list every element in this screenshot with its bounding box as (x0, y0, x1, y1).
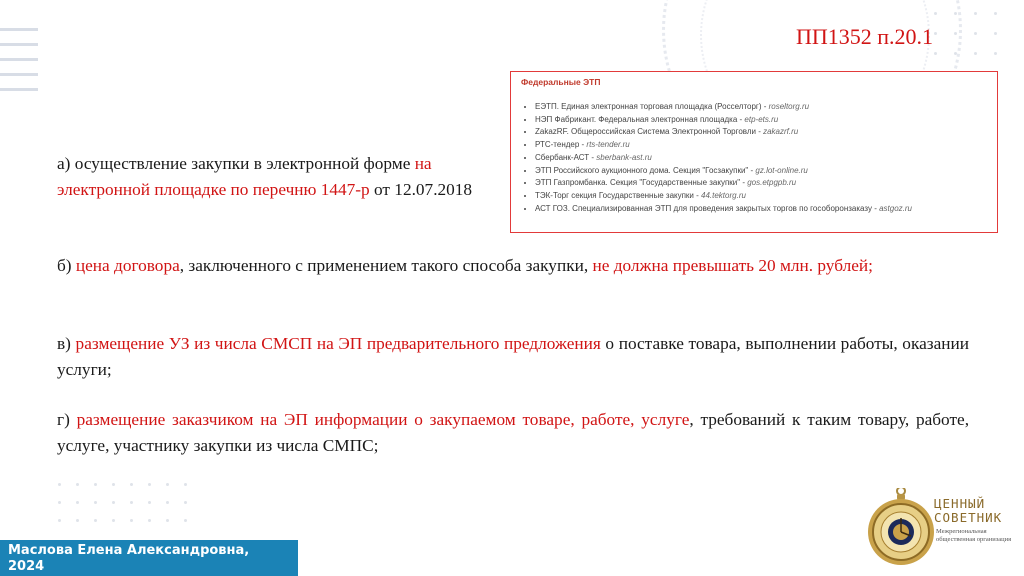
etp-list-item: • ZakazRF. Общероссийская Система Электронной Торговли - zakazrf.ru (535, 126, 987, 139)
etp-list-item: • ЕЭТП. Единая электронная торговая площадка (Росселторг) - roseltorg.ru (535, 101, 987, 114)
etp-url-link[interactable]: rts-tender.ru (586, 140, 630, 150)
etp-list-item: • ЭТП Российского аукционного дома. Секция "Госзакупки" - gz.lot-online.ru (535, 165, 987, 178)
author-footer (0, 540, 298, 576)
author-name: Маслова Елена Александровна, (8, 543, 250, 558)
reference-title: ПП1352 п.20.1 (796, 24, 934, 49)
etp-url-link[interactable]: 44.tektorg.ru (701, 190, 746, 200)
paragraph-b-highlight-limit: не должна превышать 20 млн. рублей; (592, 256, 873, 275)
etp-url-link[interactable]: gos.etpgpb.ru (747, 178, 797, 188)
etp-list-item: • НЭП Фабрикант. Федеральная электронная площадка - etp-ets.ru (535, 114, 987, 127)
logo-wordmark: ЦЕННЫЙ СОВЕТНИК (934, 496, 1003, 525)
etp-list-item: • АСТ ГОЗ. Специализированная ЭТП для проведения закрытых торгов по гособоронзаказу - astgoz.ru (535, 203, 987, 216)
etp-list-item: • РТС-тендер - rts-tender.ru (535, 139, 987, 152)
logo-subtitle: Межрегиональная общественная организация (936, 528, 1012, 543)
paragraph-g-highlight: размещение заказчиком на ЭП информации о закупаемом товаре, работе, услуге (76, 410, 690, 429)
etp-list-item: • Сбербанк-АСТ - sberbank-ast.ru (535, 152, 987, 165)
author-year: 2024 (8, 559, 45, 574)
paragraph-v-highlight: размещение УЗ из числа СМСП на ЭП предварительного предложения (75, 334, 601, 353)
etp-list-item: • ТЭК-Торг секция Государственные закупки - 44.tektorg.ru (535, 190, 987, 203)
decorative-lines (0, 28, 40, 103)
paragraph-g: г) размещение заказчиком на ЭП информации о закупаемом товаре, работе, услуге, требований к таким товару, работе, услуге, участнику закупки из числа СМПС; (57, 410, 970, 455)
federal-etp-list-box (510, 71, 998, 233)
paragraph-a: а) осуществление закупки в электронной форме на электронной площадке по перечню 1447-р от 12.07.2018 (57, 154, 473, 199)
paragraph-b: б) цена договора, заключенного с применением такого способа закупки, не должна превышать 20 млн. рублей; (57, 256, 873, 275)
etp-list (521, 101, 987, 215)
paragraph-a-highlight: на электронной площадке по перечню 1447-р (57, 154, 432, 199)
paragraph-v: в) размещение УЗ из числа СМСП на ЭП предварительного предложения о поставке товара, выполнении работы, оказании услуги; (57, 334, 969, 379)
etp-url-link[interactable]: zakazrf.ru (763, 127, 799, 137)
etp-list-item: • ЭТП Газпромбанка. Секция "Государственные закупки" - gos.etpgpb.ru (535, 177, 987, 190)
etp-url-link[interactable]: gz.lot-online.ru (755, 165, 808, 175)
paragraph-b-highlight-price: цена договора (75, 256, 180, 275)
etp-url-link[interactable]: etp-ets.ru (744, 114, 779, 124)
etp-box-title: Федеральные ЭТП (521, 77, 601, 87)
etp-url-link[interactable]: sberbank-ast.ru (596, 152, 652, 162)
etp-url-link[interactable]: roseltorg.ru (768, 102, 810, 111)
etp-url-link[interactable]: astgoz.ru (879, 203, 912, 213)
